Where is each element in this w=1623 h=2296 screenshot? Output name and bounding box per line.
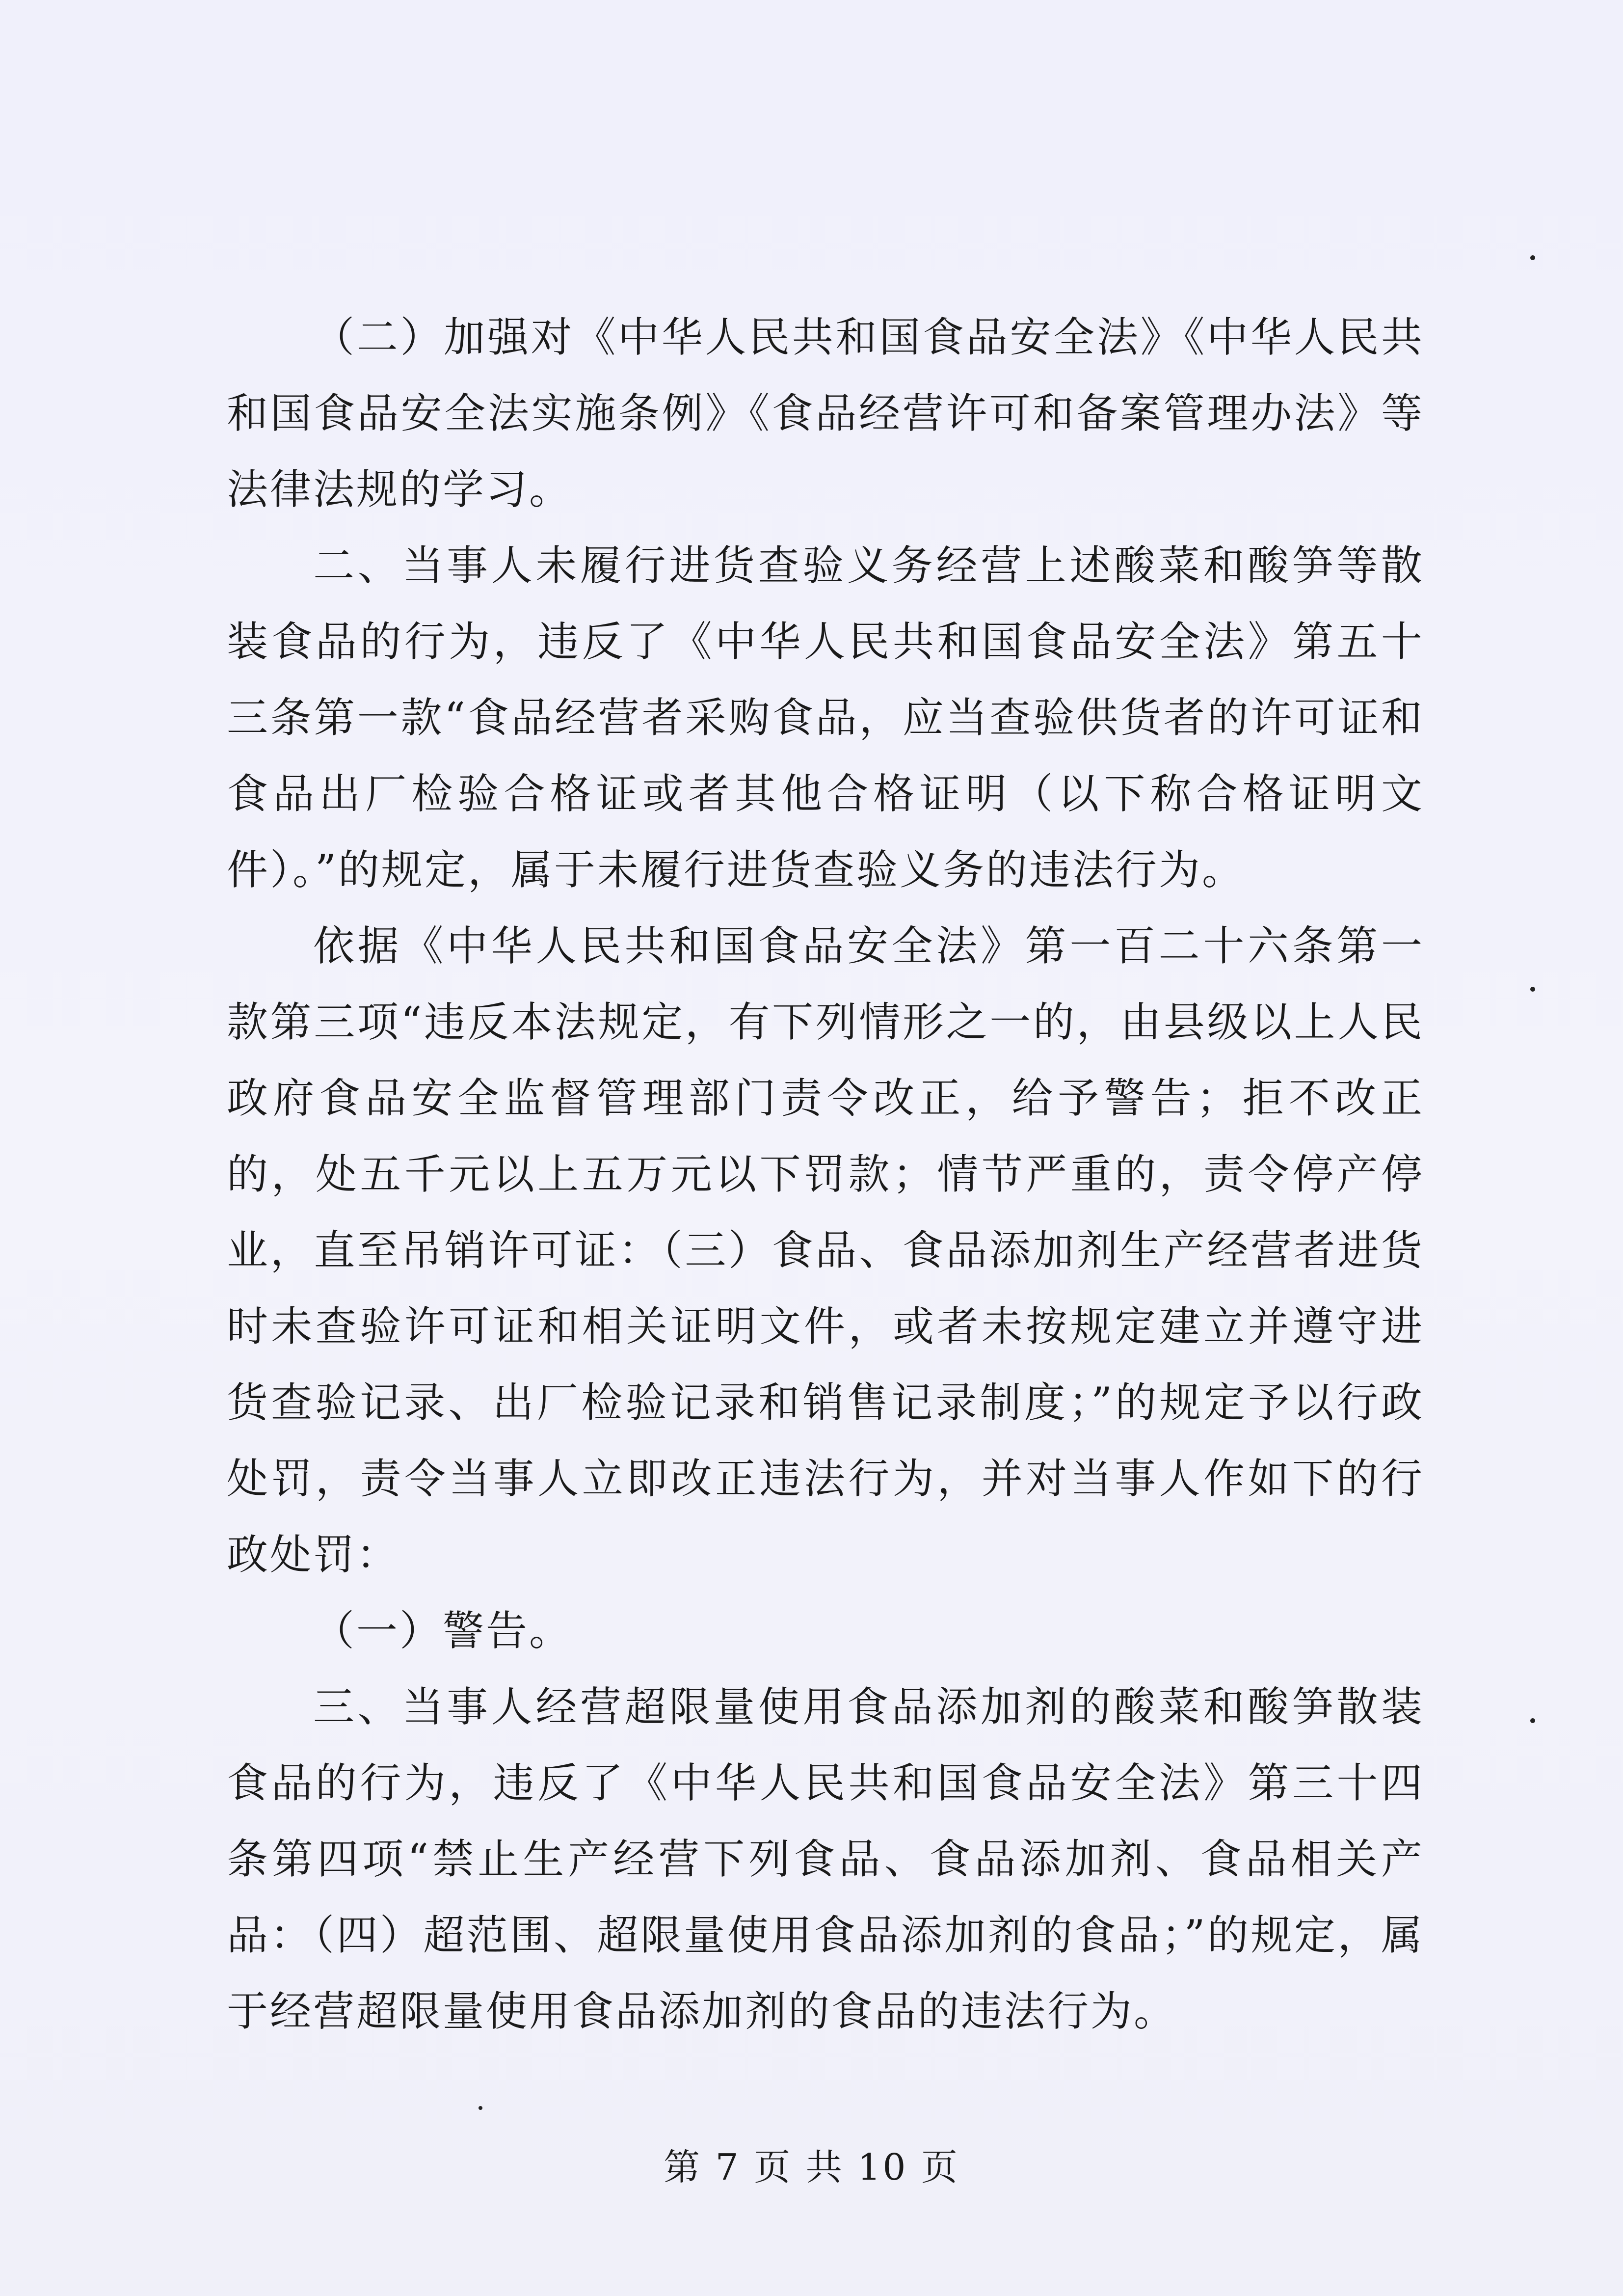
paragraph-2: 二、当事人未履行进货查验义务经营上述酸菜和酸笋等散装食品的行为，违反了《中华人民共和国食品安全法》第五十三条第一款“食品经营者采购食品，应当查验供货者的许可证和食品出厂检验合格证或者其他合格证明（以下称合格证明文件）。”的规定，属于未履行进货查验义务的违法行为。	[227, 541, 1424, 894]
paragraph-5: 三、当事人经营超限量使用食品添加剂的酸菜和酸笋散装食品的行为，违反了《中华人民共和国食品安全法》第三十四条第四项“禁止生产经营下列食品、食品添加剂、食品相关产品：（四）超范围、超限量使用食品添加剂的食品；”的规定，属于经营超限量使用食品添加剂的食品的违法行为。	[227, 1683, 1424, 2035]
document-body	[227, 299, 1424, 2050]
scan-mark	[1530, 255, 1535, 260]
scan-mark	[1530, 1718, 1535, 1723]
paragraph-1: （二）加强对《中华人民共和国食品安全法》《中华人民共和国食品安全法实施条例》《食品经营许可和备案管理办法》等法律法规的学习。	[227, 313, 1424, 513]
paragraph-3: 依据《中华人民共和国食品安全法》第一百二十六条第一款第三项“违反本法规定，有下列情形之一的，由县级以上人民政府食品安全监督管理部门责令改正，给予警告；拒不改正的，处五千元以上五万元以下罚款；情节严重的，责令停产停业，直至吊销许可证：（三）食品、食品添加剂生产经营者进货时未查验许可证和相关证明文件，或者未按规定建立并遵守进货查验记录、出厂检验记录和销售记录制度；”的规定予以行政处罚，责令当事人立即改正违法行为，并对当事人作如下的行政处罚：	[227, 922, 1424, 1579]
scan-mark	[479, 2106, 482, 2110]
scan-mark	[1530, 987, 1535, 992]
page-number-footer: 第 7 页 共 10 页	[664, 2146, 959, 2188]
paragraph-4: （一）警告。	[313, 1607, 573, 1655]
